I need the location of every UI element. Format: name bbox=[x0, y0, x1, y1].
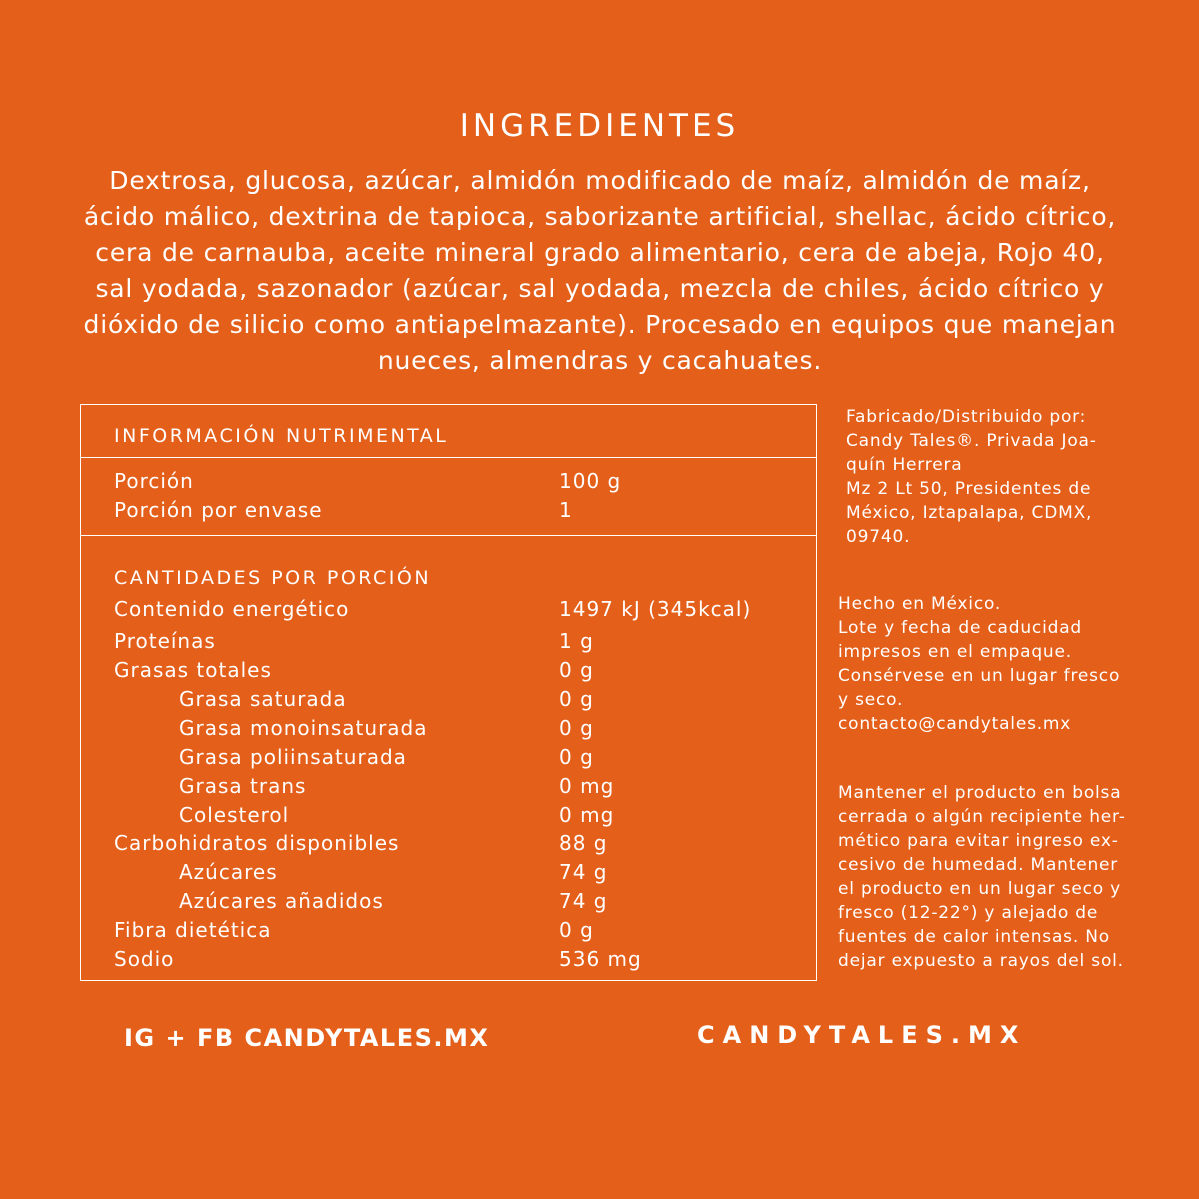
nutrient-row bbox=[81, 831, 816, 860]
storage-line: dejar expuesto a rayos del sol. bbox=[838, 951, 1124, 971]
ingredients-line: cera de carnauba, aceite mineral grado alimentario, cera de abeja, Rojo 40, bbox=[95, 238, 1105, 267]
nutrient-value: 1497 kJ (345kcal) bbox=[559, 597, 752, 621]
storage-line: mético para evitar ingreso ex- bbox=[838, 831, 1119, 851]
manufacturer-line: Fabricado/Distribuido por: bbox=[846, 407, 1087, 427]
ingredients-line: ácido málico, dextrina de tapioca, saborizante artificial, shellac, ácido cítrico, bbox=[83, 202, 1117, 231]
nutrient-row bbox=[81, 774, 816, 803]
ingredients-line: Dextrosa, glucosa, azúcar, almidón modificado de maíz, almidón de maíz, bbox=[109, 166, 1091, 195]
divider bbox=[81, 535, 816, 536]
origin-line: Hecho en México. bbox=[838, 594, 1002, 614]
nutrient-row bbox=[81, 687, 816, 716]
nutrient-value: 0 g bbox=[559, 716, 594, 740]
nutrient-value: 0 g bbox=[559, 658, 594, 682]
storage-line: cesivo de humedad. Mantener bbox=[838, 855, 1119, 875]
nutrient-value: 0 mg bbox=[559, 803, 615, 827]
nutrition-title: INFORMACIÓN NUTRIMENTAL bbox=[114, 425, 449, 447]
ingredients-line: dióxido de silicio como antiapelmazante). Procesado en equipos que manejan bbox=[83, 310, 1117, 339]
origin-line: Lote y fecha de caducidad bbox=[838, 618, 1083, 638]
nutrient-value: 0 mg bbox=[559, 774, 615, 798]
nutrient-value: 0 g bbox=[559, 687, 594, 711]
nutrient-label: Grasa trans bbox=[179, 774, 307, 798]
nutrient-row bbox=[81, 716, 816, 745]
website-label: CANDYTALES.MX bbox=[697, 1021, 1027, 1049]
divider bbox=[81, 457, 816, 458]
origin-line: y seco. bbox=[838, 690, 904, 710]
nutrient-label: Carbohidratos disponibles bbox=[114, 831, 400, 855]
nutrient-row bbox=[81, 597, 816, 626]
manufacturer-line: 09740. bbox=[846, 527, 911, 547]
storage-line: fuentes de calor intensas. No bbox=[838, 927, 1110, 947]
nutrient-label: Azúcares añadidos bbox=[179, 889, 384, 913]
amounts-title: CANTIDADES POR PORCIÓN bbox=[114, 567, 432, 589]
storage-line: fresco (12-22°) y alejado de bbox=[838, 903, 1099, 923]
ingredients-text bbox=[80, 163, 1120, 379]
nutrient-label: Grasa poliinsaturada bbox=[179, 745, 407, 769]
nutrient-row bbox=[81, 918, 816, 947]
nutrition-panel bbox=[80, 404, 817, 981]
nutrient-label: Proteínas bbox=[114, 629, 216, 653]
nutrient-row bbox=[81, 658, 816, 687]
social-handle: IG + FB CANDYTALES.MX bbox=[124, 1024, 490, 1052]
manufacturer-line: Candy Tales®. Privada Joa- bbox=[846, 431, 1097, 451]
nutrient-value: 74 g bbox=[559, 889, 608, 913]
nutrient-row bbox=[81, 889, 816, 918]
nutrient-label: Colesterol bbox=[179, 803, 290, 827]
serving-row bbox=[81, 469, 816, 498]
origin-line: Consérvese en un lugar fresco bbox=[838, 666, 1121, 686]
serving-row bbox=[81, 498, 816, 527]
serving-label: Porción bbox=[114, 469, 194, 493]
nutrient-label: Sodio bbox=[114, 947, 175, 971]
nutrient-label: Fibra dietética bbox=[114, 918, 272, 942]
nutrient-row bbox=[81, 629, 816, 658]
nutrient-value: 88 g bbox=[559, 831, 608, 855]
manufacturer-line: quín Herrera bbox=[846, 455, 963, 475]
nutrient-row bbox=[81, 803, 816, 832]
storage-line: el producto en un lugar seco y bbox=[838, 879, 1121, 899]
nutrient-row bbox=[81, 860, 816, 889]
nutrient-label: Azúcares bbox=[179, 860, 278, 884]
manufacturer-info bbox=[846, 405, 1097, 549]
nutrient-row bbox=[81, 947, 816, 976]
ingredients-line: sal yodada, sazonador (azúcar, sal yodada, mezcla de chiles, ácido cítrico y bbox=[95, 274, 1105, 303]
ingredients-line: nueces, almendras y cacahuates. bbox=[377, 346, 823, 375]
nutrient-value: 0 g bbox=[559, 918, 594, 942]
manufacturer-line: México, Iztapalapa, CDMX, bbox=[846, 503, 1093, 523]
storage-info bbox=[838, 781, 1126, 973]
serving-label: Porción por envase bbox=[114, 498, 323, 522]
contact-email: contacto@candytales.mx bbox=[838, 714, 1072, 734]
serving-value: 100 g bbox=[559, 469, 622, 493]
nutrient-value: 0 g bbox=[559, 745, 594, 769]
nutrient-value: 1 g bbox=[559, 629, 594, 653]
nutrient-value: 74 g bbox=[559, 860, 608, 884]
storage-line: Mantener el producto en bolsa bbox=[838, 783, 1122, 803]
nutrient-label: Grasas totales bbox=[114, 658, 272, 682]
storage-line: cerrada o algún recipiente her- bbox=[838, 807, 1126, 827]
ingredients-title: INGREDIENTES bbox=[459, 108, 740, 144]
origin-info bbox=[838, 592, 1120, 736]
manufacturer-line: Mz 2 Lt 50, Presidentes de bbox=[846, 479, 1092, 499]
nutrient-value: 536 mg bbox=[559, 947, 642, 971]
nutrient-label: Contenido energético bbox=[114, 597, 350, 621]
serving-value: 1 bbox=[559, 498, 573, 522]
nutrient-row bbox=[81, 745, 816, 774]
nutrient-label: Grasa monoinsaturada bbox=[179, 716, 428, 740]
origin-line: impresos en el empaque. bbox=[838, 642, 1072, 662]
nutrient-label: Grasa saturada bbox=[179, 687, 347, 711]
